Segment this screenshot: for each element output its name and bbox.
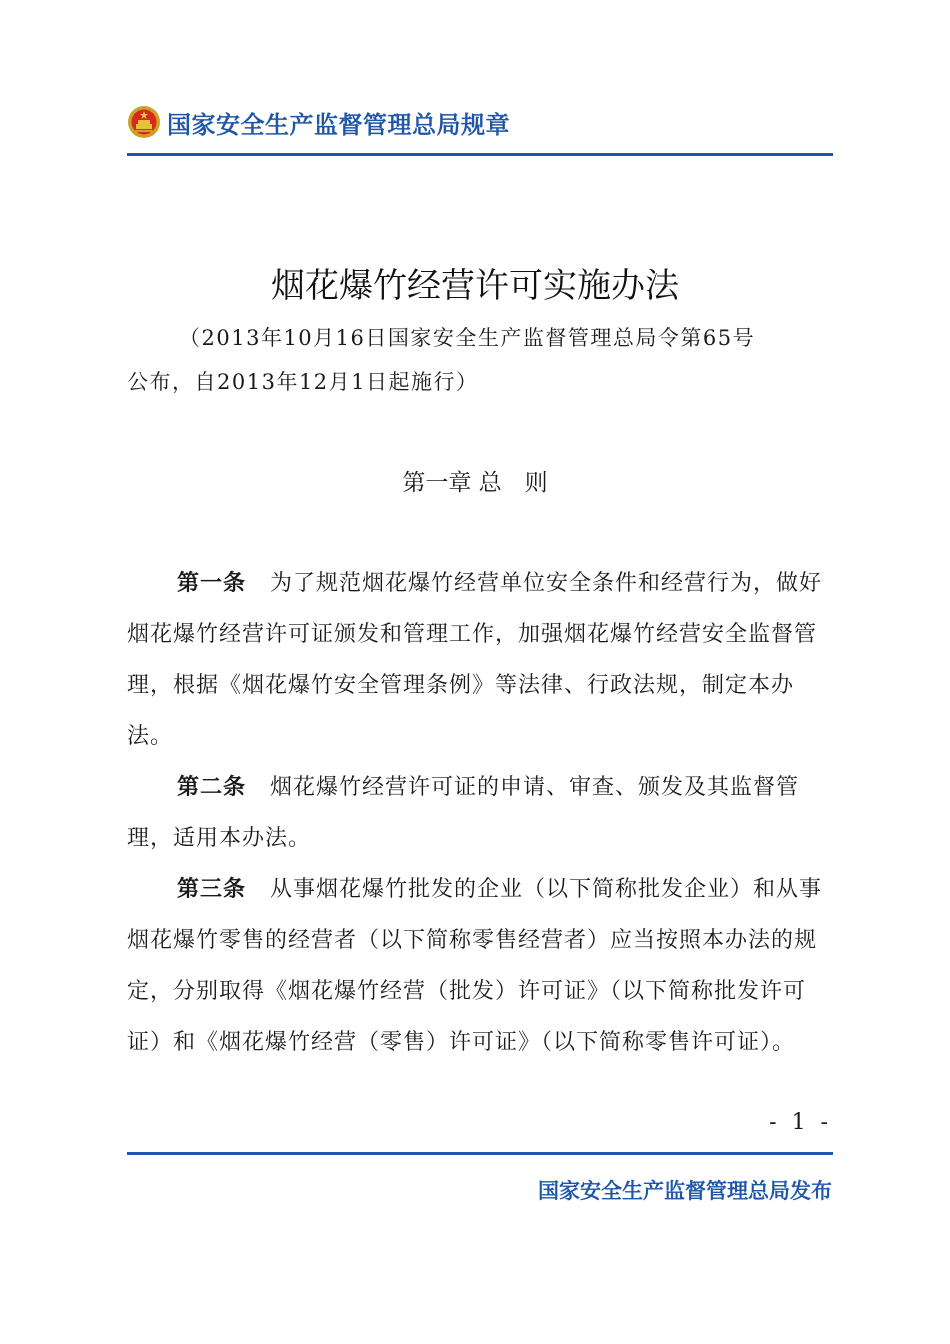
page-header: [127, 98, 832, 146]
national-emblem-icon: [127, 105, 161, 139]
article-label: 第二条: [177, 775, 247, 800]
promulgation-line-1: （2013年10月16日国家安全生产监督管理总局令第65号: [179, 326, 756, 350]
header-title: 国家安全生产监督管理总局规章: [167, 110, 510, 139]
article-text: 从事烟花爆竹批发的企业（以下简称批发企业）和从事烟花爆竹零售的经营者（以下简称零售经营者）应当按照本办法的规定，分别取得《烟花爆竹经营（批发）许可证》（以下简称批发许可证）和《烟花爆竹经营（零售）许可证》（以下简称零售许可证）。: [127, 877, 823, 1055]
article-text: 为了规范烟花爆竹经营单位安全条件和经营行为，做好烟花爆竹经营许可证颁发和管理工作，加强烟花爆竹经营安全监督管理，根据《烟花爆竹安全管理条例》等法律、行政法规，制定本办法。: [127, 571, 823, 749]
chapter-name: 总 则: [478, 470, 548, 496]
promulgation-note: [127, 316, 833, 404]
article-label: 第一条: [177, 571, 247, 596]
article: [127, 864, 833, 1068]
article-label: 第三条: [177, 877, 247, 902]
footer-publisher: 国家安全生产监督管理总局发布: [538, 1179, 832, 1203]
article: [127, 558, 833, 762]
articles: [127, 558, 833, 1068]
chapter-heading: [0, 464, 950, 497]
chapter-number: 第一章: [402, 470, 472, 496]
page-number: - 1 -: [769, 1110, 832, 1135]
document-title: 烟花爆竹经营许可实施办法: [271, 266, 679, 306]
header-divider: [127, 153, 833, 156]
article-text: 烟花爆竹经营许可证的申请、审查、颁发及其监督管理，适用本办法。: [127, 775, 800, 851]
footer-divider: [127, 1152, 833, 1155]
article: [127, 762, 833, 864]
promulgation-line-2: 公布，自2013年12月1日起施行）: [127, 370, 479, 394]
